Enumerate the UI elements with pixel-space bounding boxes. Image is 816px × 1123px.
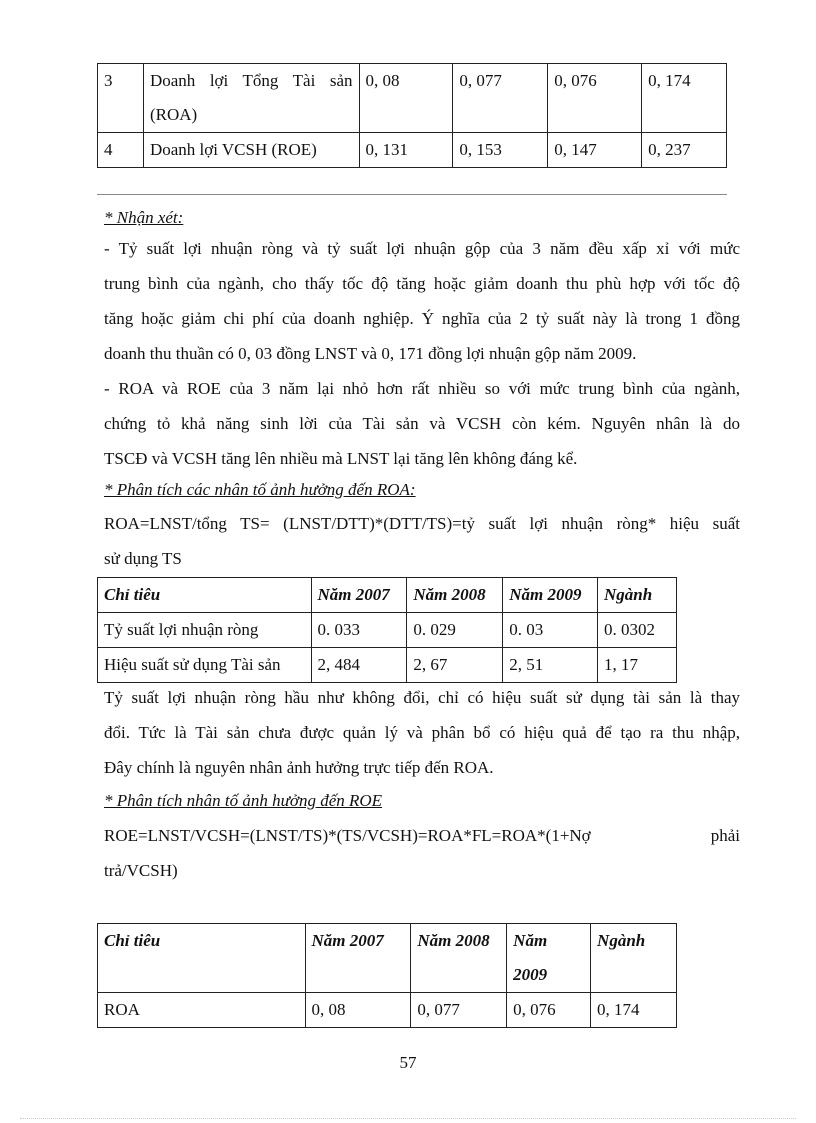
- comment-paragraph-1: [104, 231, 740, 371]
- text-line: trung bình của ngành, cho thấy tốc độ tăng hoặc giảm doanh thu phù hợp với tốc độ: [104, 274, 740, 293]
- column-header: Năm 2009: [503, 578, 598, 613]
- table-cell: Tỷ suất lợi nhuận ròng: [98, 613, 312, 648]
- roe-heading: * Phân tích nhân tố ảnh hưởng đến ROE: [104, 791, 383, 810]
- value-2008: 0, 077: [453, 64, 548, 133]
- label-line: (ROA): [149, 105, 198, 124]
- table-cell: Hiệu suất sử dụng Tài sản: [98, 648, 312, 683]
- table-cell: 1, 17: [598, 648, 677, 683]
- value-2009: 0, 147: [548, 133, 642, 168]
- table-header-row: [98, 578, 677, 613]
- text-line: ROA=LNST/tổng TS= (LNST/DTT)*(DTT/TS)=tỷ suất lợi nhuận ròng* hiệu suất: [104, 514, 740, 533]
- row-number: 4: [98, 133, 144, 168]
- table-cell: 0, 076: [507, 993, 591, 1028]
- indicator-label: Doanh lợi VCSH (ROE): [143, 133, 359, 168]
- formula-text: phải: [710, 826, 740, 845]
- divider: [97, 194, 727, 195]
- table-cell: 2, 67: [407, 648, 503, 683]
- value-2007: 0, 08: [359, 64, 453, 133]
- table-cell: 0, 08: [305, 993, 411, 1028]
- column-header: Năm 2008: [411, 924, 507, 993]
- text-line: - ROA và ROE của 3 năm lại nhỏ hơn rất nhiều so với mức trung bình của ngành,: [104, 379, 740, 398]
- text-line: trả/VCSH): [104, 861, 178, 880]
- column-header: [507, 924, 591, 993]
- header-line: Năm: [513, 931, 548, 950]
- table-row: [98, 613, 677, 648]
- text-line: đổi. Tức là Tài sản chưa được quản lý và phân bổ có hiệu quả để tạo ra thu nhập,: [104, 723, 740, 742]
- table-cell: 0. 0302: [598, 613, 677, 648]
- text-line: Tỷ suất lợi nhuận ròng hầu như không đổi, chỉ có hiệu suất sử dụng tài sản là thay: [104, 688, 740, 707]
- value-industry: 0, 237: [642, 133, 727, 168]
- table-row: [98, 64, 727, 133]
- row-number: 3: [98, 64, 144, 133]
- column-header: Ngành: [598, 578, 677, 613]
- column-header: Chỉ tiêu: [98, 924, 306, 993]
- column-header: Ngành: [591, 924, 677, 993]
- column-header: Chỉ tiêu: [98, 578, 312, 613]
- page-edge: [20, 1118, 796, 1119]
- table-cell: 0. 03: [503, 613, 598, 648]
- table-row: [98, 993, 677, 1028]
- table-cell: ROA: [98, 993, 306, 1028]
- value-2009: 0, 076: [548, 64, 642, 133]
- table-top: [97, 63, 727, 168]
- value-industry: 0, 174: [642, 64, 727, 133]
- text-line: Đây chính là nguyên nhân ảnh hưởng trực tiếp đến ROA.: [104, 758, 494, 777]
- column-header: Năm 2007: [311, 578, 407, 613]
- roa-table: [97, 577, 677, 683]
- table-cell: 2, 484: [311, 648, 407, 683]
- header-line: 2009: [513, 965, 548, 984]
- value-2007: 0, 131: [359, 133, 453, 168]
- column-header: Năm 2008: [407, 578, 503, 613]
- roe-table: [97, 923, 677, 1028]
- indicator-label: [143, 64, 359, 133]
- table-cell: 0. 033: [311, 613, 407, 648]
- table-cell: 0, 077: [411, 993, 507, 1028]
- column-header: Năm 2007: [305, 924, 411, 993]
- table-cell: 0. 029: [407, 613, 503, 648]
- roa-formula: [104, 506, 740, 576]
- table-row: [98, 133, 727, 168]
- roa-analysis: [104, 680, 740, 785]
- text-line: tăng hoặc giảm chi phí của doanh nghiệp. Ý nghĩa của 2 tỷ suất này là trong 1 đồng: [104, 309, 740, 328]
- text-line: TSCĐ và VCSH tăng lên nhiều mà LNST lại tăng lên không đáng kể.: [104, 449, 578, 468]
- comment-heading: * Nhận xét:: [104, 208, 184, 227]
- value-2008: 0, 153: [453, 133, 548, 168]
- formula-text: ROE=LNST/VCSH=(LNST/TS)*(TS/VCSH)=ROA*FL=ROA*(1+Nợ: [104, 826, 591, 845]
- text-line: sử dụng TS: [104, 549, 182, 568]
- comment-paragraph-2: [104, 371, 740, 476]
- label-line: Doanh lợi Tổng Tài sản: [149, 71, 353, 90]
- table-row: [98, 648, 677, 683]
- table-cell: 2, 51: [503, 648, 598, 683]
- text-line: - Tỷ suất lợi nhuận ròng và tỷ suất lợi nhuận gộp của 3 năm đều xấp xỉ với mức: [104, 239, 740, 258]
- roe-formula: [104, 818, 740, 888]
- text-line: chứng tỏ khả năng sinh lời của Tài sản và VCSH còn kém. Nguyên nhân là do: [104, 414, 740, 433]
- text-line: [104, 818, 740, 853]
- text-line: doanh thu thuần có 0, 03 đồng LNST và 0, 171 đồng lợi nhuận gộp năm 2009.: [104, 344, 637, 363]
- table-cell: 0, 174: [591, 993, 677, 1028]
- table-header-row: [98, 924, 677, 993]
- page-number: 57: [399, 1053, 417, 1072]
- roa-heading: * Phân tích các nhân tố ảnh hưởng đến ROA:: [104, 480, 416, 499]
